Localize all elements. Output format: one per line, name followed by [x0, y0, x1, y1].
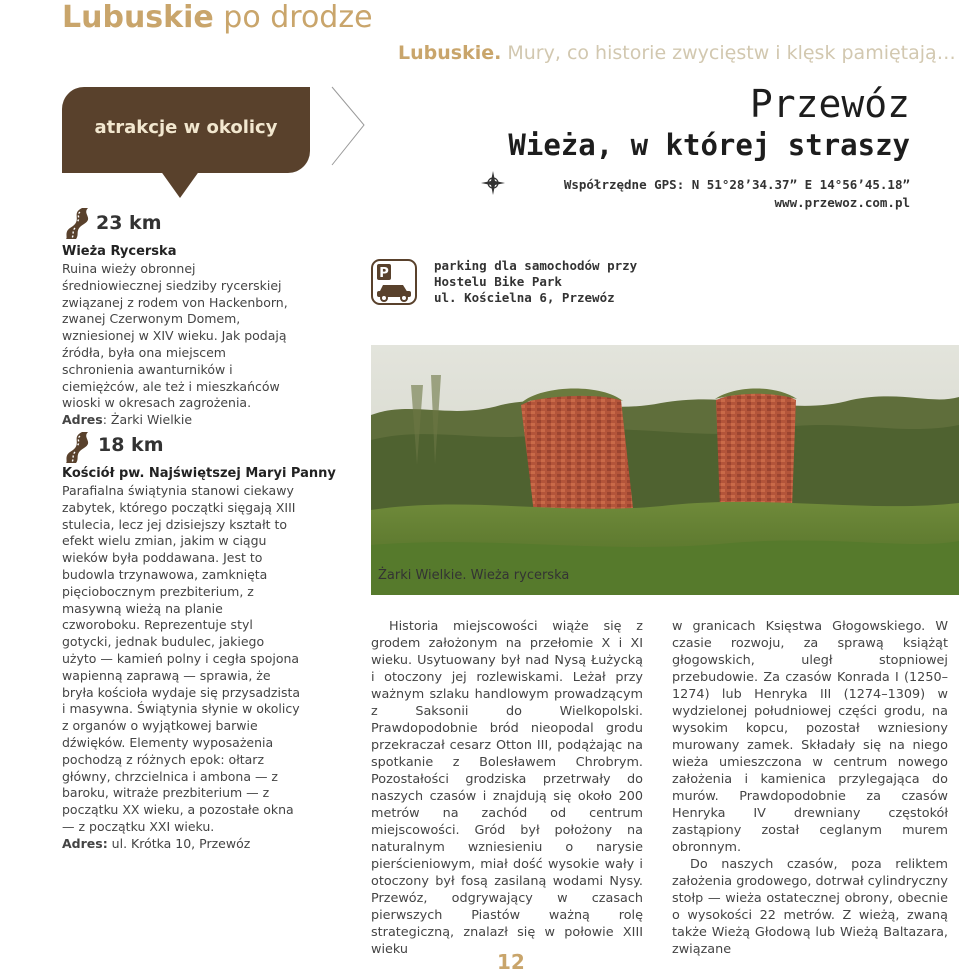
entry-description [62, 483, 302, 853]
series-bold: Lubuskie. [398, 42, 502, 64]
road-icon [62, 206, 96, 240]
gps-coordinates: Współrzędne GPS: N 51°28’34.37” E 14°56’45.18” [563, 177, 910, 192]
page-number: 12 [497, 950, 525, 974]
brand-title [62, 0, 373, 35]
entry-title: Wieża Rycerska [62, 244, 177, 259]
entry-text: Parafialna świątynia stanowi ciekawy zabytek, którego początki sięgają XIII stulecia, lecz jej dzisiejszy kształt to efekt wielu zmian, jakim w ciągu wieków była poddawana. Jest to budowla trzynawowa, zamknięta pięciobocznym prezbiterium, z masywną wieżą na planie czworoboku. Reprezentuje styl gotycki, jednak budulec, jakiego użyto — kamień polny i cegła spojona wapienną zaprawą — sprawia, że bryła kościoła wydaje się przysadzista i masywna. Świątynia słynie w okolicy z organów o wyjątkowej barwie dźwięków. Elementy wyposażenia pochodzą z różnych epok: ołtarz główny, chrzcielnica i ambona — z baroku, witraże prezbiterium — z początku XX wieku, a pozostałe okna — z początku XXI wieku. [62, 483, 301, 834]
parking-info [434, 258, 637, 306]
gps-block [420, 176, 910, 212]
road-icon [62, 430, 96, 464]
entry-distance: 18 km [98, 434, 164, 456]
brand-bold: Lubuskie [62, 0, 214, 35]
parking-icon [371, 259, 417, 305]
entry-description [62, 261, 294, 429]
entry-distance: 23 km [96, 212, 162, 234]
address-value: : Żarki Wielkie [102, 412, 193, 428]
address-label: Adres: [62, 835, 108, 851]
series-title [398, 42, 956, 64]
sidebar-tab-label: atrakcje w okolicy [94, 117, 278, 138]
photo-caption: Żarki Wielkie. Wieża rycerska [378, 568, 570, 583]
paragraph: w granicach Księstwa Głogowskiego. W czasie rozwoju, za sprawą książąt głogowskich, uległ stopniowej przebudowie. Za czasów Konrada I (1250–1274) lub Henryka III (1274–1309) w wydzielonej południowej części grodu, na wysokim kopcu, pozostał wzniesiony murowany zamek. Składały się na niego wieża umieszczona w centrum nowego założenia i kamienica przylegająca do murów. Prawdopodobnie za czasów Henryka IV drewniany częstokół zastąpiony został ceglanym murem obronnym. [672, 619, 948, 855]
website-link[interactable]: www.przewoz.com.pl [774, 195, 910, 210]
entry-text: Ruina wieży obronnej średniowiecznej siedziby rycerskiej związanej z rodem von Hackenborn, zwanej Czerwonym Domem, wzniesionej w XIV wieku. Jak podają źródła, była ona miejscem schronienia awanturników i ciemiężców, ale też i mieszkańców wioski w okresach zagrożenia. [62, 261, 288, 411]
body-column-2 [672, 618, 948, 958]
tab-pointer [160, 170, 200, 198]
paragraph: Do naszych czasów, poza reliktem założenia grodowego, dotrwał cylindryczny stołp — wieża ostatecznej obrony, obecnie o wysokości 22 metrów. Z wieżą, zwaną także Wieżą Głodową lub Wieżą Baltazara, związane [672, 857, 948, 957]
tower-photo [371, 345, 959, 595]
address-label: Adres [62, 412, 103, 428]
svg-text:P: P [379, 266, 389, 281]
parking-line: ul. Kościelna 6, Przewóz [434, 290, 615, 305]
page-subtitle: Wieża, w której straszy [508, 128, 910, 162]
chevron-divider-icon [330, 85, 370, 205]
body-column-1 [371, 618, 643, 958]
page-title-block [420, 82, 910, 164]
parking-line: Hostelu Bike Park [434, 274, 562, 289]
paragraph: Historia miejscowości wiąże się z grodem założonym na przełomie X i XI wieku. Usytuowany był nad Nysą Łużycką i otoczony jej rozlewiskami. Leżał przy ważnym szlaku handlowym prowadzącym z Saksonii do Wielkopolski. Prawdopodobnie bród nieopodal grodu przekraczał cesarz Otton III, podążając na spotkanie z Bolesławem Chrobrym. Pozostałości grodziska przetrwały do naszych czasów i znajdują się około 200 metrów na zachód od centrum miejscowości. Gród był położony na naturalnym wzniesieniu o narysie pierścieniowym, miał dość wysokie wały i otoczony był fosą zasilaną wodami Nysy. Przewóz, odgrywający w czasach pierwszych Piastów ważną rolę strategiczną, znalazł się w połowie XIII wieku [371, 619, 643, 957]
entry-title: Kościół pw. Najświętszej Maryi Panny [62, 466, 336, 481]
parking-line: parking dla samochodów przy [434, 258, 638, 273]
page-title: Przewóz [749, 82, 910, 126]
brand-light: po drodze [223, 0, 373, 35]
address-value: ul. Krótka 10, Przewóz [107, 835, 251, 851]
series-light: Mury, co historie zwycięstw i klęsk pamiętają… [507, 42, 956, 64]
